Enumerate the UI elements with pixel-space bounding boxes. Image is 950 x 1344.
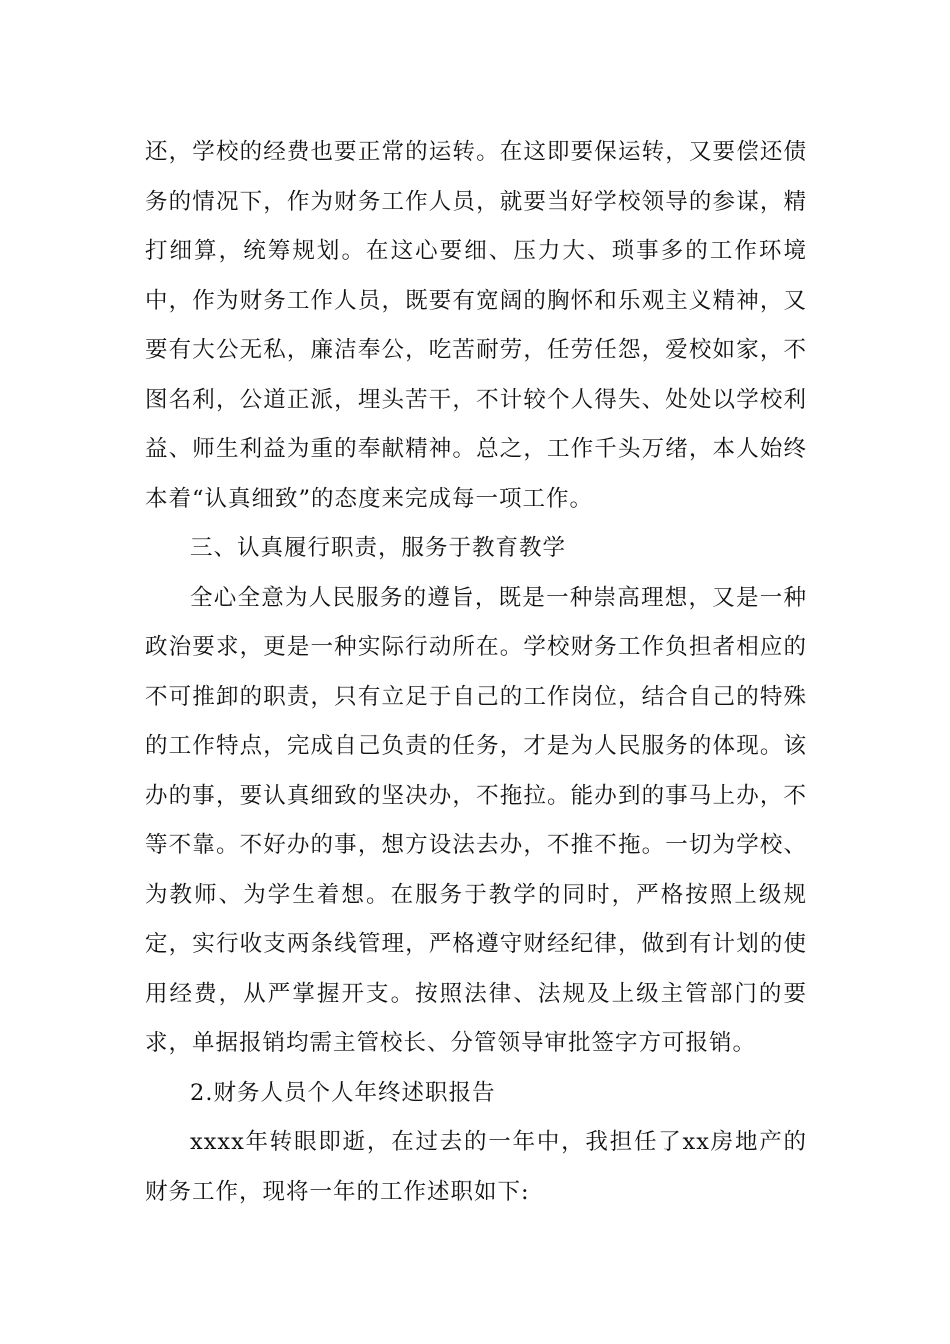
section-heading-three: 三、认真履行职责，服务于教育教学: [190, 535, 567, 561]
report-title: 2.财务人员个人年终述职报告: [190, 1079, 496, 1106]
paragraph-intro: xxxx年转眼即逝，在过去的一年中，我担任了xx房地产的财务工作，现将一年的工作述职如下:: [145, 1129, 807, 1205]
document-body: [145, 128, 807, 1217]
paragraph-service: 全心全意为人民服务的遵旨，既是一种崇高理想，又是一种政治要求，更是一种实际行动所在。学校财务工作负担者相应的不可推卸的职责，只有立足于自己的工作岗位，结合自己的特殊的工作特点，完成自己负责的任务，才是为人民服务的体现。该办的事，要认真细致的坚决办，不拖拉。能办到的事马上办，不等不靠。不好办的事，想方设法去办，不推不拖。一切为学校、为教师、为学生着想。在服务于教学的同时，严格按照上级规定，实行收支两条线管理，严格遵守财经纪律，做到有计划的使用经费，从严掌握开支。按照法律、法规及上级主管部门的要求，单据报销均需主管校长、分管领导审批签字方可报销。: [145, 584, 807, 1056]
paragraph-continuation: 还，学校的经费也要正常的运转。在这即要保运转，又要偿还债务的情况下，作为财务工作人员，就要当好学校领导的参谋，精打细算，统筹规划。在这心要细、压力大、琐事多的工作环境中，作为财务工作人员，既要有宽阔的胸怀和乐观主义精神，又要有大公无私，廉洁奉公，吃苦耐劳，任劳任怨，爱校如家，不图名利，公道正派，埋头苦干，不计较个人得失、处处以学校利益、师生利益为重的奉献精神。总之，工作千头万绪，本人始终本着“认真细致”的态度来完成每一项工作。: [145, 139, 807, 512]
